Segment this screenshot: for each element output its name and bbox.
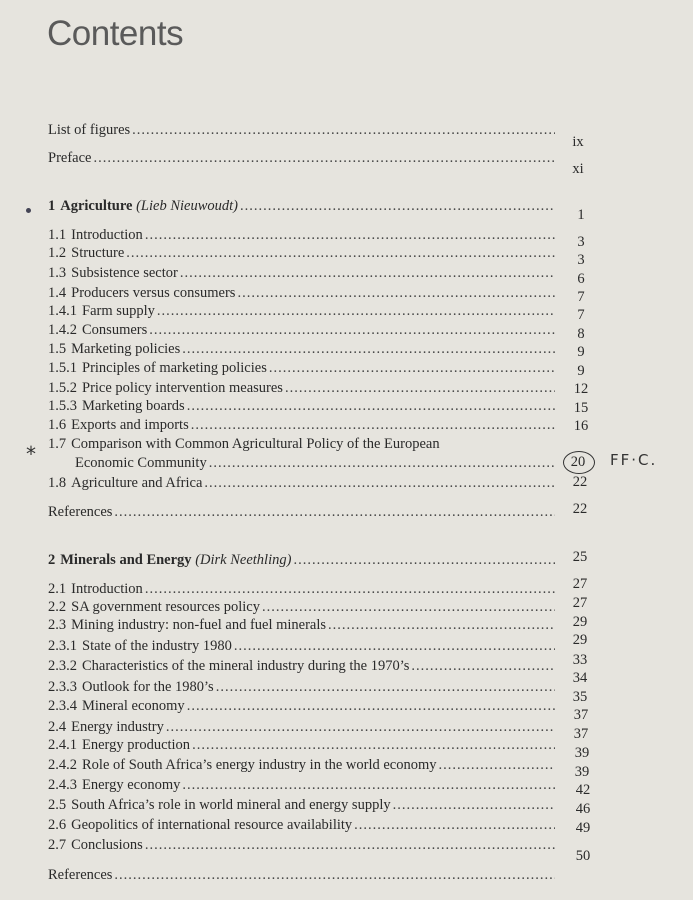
- chapter-title: Minerals and Energy: [60, 552, 192, 568]
- toc-row: 2.7 Conclusions .....: [48, 837, 555, 854]
- toc-row: 1.5 Marketing policies .....: [48, 341, 555, 358]
- toc-row: 1.4.2 Consumers .....: [48, 322, 555, 339]
- page-title: Contents: [47, 14, 184, 53]
- toc-page-number: 50: [575, 848, 591, 864]
- toc-page-number: xi: [572, 161, 584, 177]
- toc-page-number: 34: [572, 670, 588, 686]
- chapter-number: 2: [48, 552, 56, 568]
- toc-page-number: 25: [572, 549, 588, 565]
- toc-page-number: 7: [577, 307, 585, 323]
- toc-label: List of figures: [48, 122, 131, 138]
- toc-row: 2.4.2 Role of South Africa’s energy industry in the world economy .....: [48, 757, 555, 774]
- toc-row: 2.4 Energy industry .....: [48, 719, 555, 736]
- margin-dot-mark: [26, 208, 31, 213]
- toc-page-number: 1: [577, 207, 585, 223]
- toc-page-number: 9: [577, 344, 585, 360]
- toc-page-number: 27: [572, 576, 588, 592]
- toc-row-list-of-figures: [48, 122, 555, 139]
- toc-row: 1.2 Structure .....: [48, 245, 555, 262]
- toc-row: 1.8 Agriculture and Africa .....: [48, 475, 555, 492]
- toc-label: Preface: [48, 150, 92, 166]
- chapter-heading-2: [48, 552, 555, 569]
- asterisk-mark: *: [26, 442, 36, 466]
- toc-row: 2.3.2 Characteristics of the mineral industry during the 1970’s .....: [48, 658, 555, 675]
- toc-page-number: 46: [575, 801, 591, 817]
- toc-row-continued: Economic Community .....: [75, 455, 555, 472]
- toc-row: 2.2 SA government resources policy .....: [48, 599, 555, 616]
- toc-row: 2.3.1 State of the industry 1980 .....: [48, 638, 555, 655]
- toc-page-number: 12: [573, 381, 589, 397]
- toc-row-references: References .....: [48, 867, 555, 884]
- chapter-author: (Lieb Nieuwoudt): [136, 198, 238, 214]
- toc-page-number: 39: [574, 745, 590, 761]
- toc-page-number: 39: [574, 764, 590, 780]
- toc-row: 1.7 Comparison with Common Agricultural Policy of the European: [48, 436, 440, 452]
- toc-page-number: 7: [577, 289, 585, 305]
- toc-page-number: 37: [573, 707, 589, 723]
- toc-row: 2.4.1 Energy production .....: [48, 737, 555, 754]
- chapter-heading-1: [48, 198, 555, 215]
- toc-page-number: 29: [572, 614, 588, 630]
- chapter-title: Agriculture: [60, 198, 133, 214]
- toc-row: 2.1 Introduction .....: [48, 581, 555, 598]
- toc-page-number: 49: [575, 820, 591, 836]
- toc-page-number: 3: [577, 234, 585, 250]
- toc-row: 2.5 South Africa’s role in world mineral and energy supply .....: [48, 797, 555, 814]
- toc-page-number: 27: [572, 595, 588, 611]
- toc-page-number: 9: [577, 363, 585, 379]
- toc-row: 1.5.2 Price policy intervention measures .....: [48, 380, 555, 397]
- toc-page-number: 35: [572, 689, 588, 705]
- toc-page-number: 22: [572, 474, 588, 490]
- toc-page-number: 16: [573, 418, 589, 434]
- toc-page-number: 20: [570, 454, 586, 470]
- toc-row: 2.4.3 Energy economy .....: [48, 777, 555, 794]
- toc-page-number: ix: [572, 134, 584, 150]
- chapter-author: (Dirk Neethling): [195, 552, 292, 568]
- toc-page-number: 15: [573, 400, 589, 416]
- toc-page-number: 33: [572, 652, 588, 668]
- toc-row-references: References .....: [48, 504, 555, 521]
- chapter-number: 1: [48, 198, 56, 214]
- toc-row: 1.5.3 Marketing boards .....: [48, 398, 555, 415]
- toc-page-number: 37: [573, 726, 589, 742]
- toc-row: 1.1 Introduction .....: [48, 227, 555, 244]
- toc-row: 2.3.3 Outlook for the 1980’s .....: [48, 679, 555, 696]
- handwritten-note: FF·C.: [610, 451, 658, 469]
- toc-page-number: 6: [577, 271, 585, 287]
- toc-row: 1.3 Subsistence sector .....: [48, 265, 555, 282]
- toc-row: 1.4.1 Farm supply .....: [48, 303, 555, 320]
- toc-row-preface: [48, 150, 555, 167]
- toc-row: 2.6 Geopolitics of international resource availability .....: [48, 817, 555, 834]
- toc-page-number: 3: [577, 252, 585, 268]
- toc-page-number: 29: [572, 632, 588, 648]
- toc-page-number: 8: [577, 326, 585, 342]
- toc-row: 1.5.1 Principles of marketing policies .....: [48, 360, 555, 377]
- toc-row: 2.3.4 Mineral economy .....: [48, 698, 555, 715]
- toc-page-number: 42: [575, 782, 591, 798]
- toc-row: 2.3 Mining industry: non-fuel and fuel minerals .....: [48, 617, 555, 634]
- toc-row: 1.4 Producers versus consumers .....: [48, 285, 555, 302]
- toc-page-number: 22: [572, 501, 588, 517]
- handwritten-circle: [563, 451, 595, 474]
- toc-row: 1.6 Exports and imports .....: [48, 417, 555, 434]
